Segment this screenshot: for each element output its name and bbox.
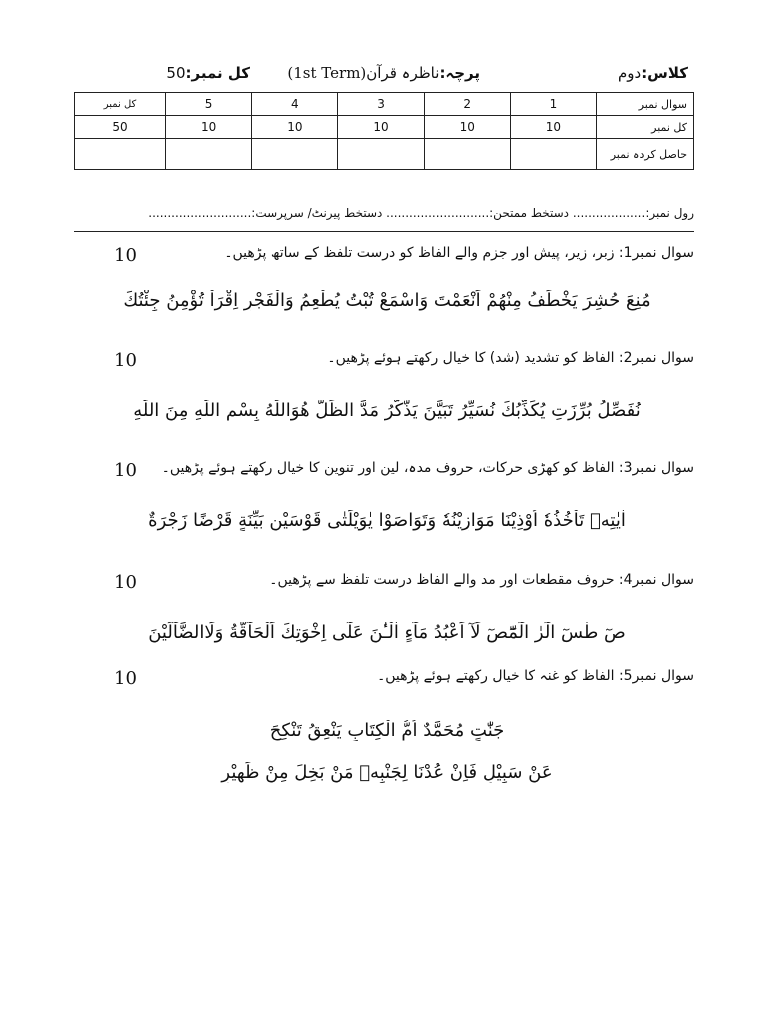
obtained-cell[interactable] [252,139,338,170]
question-number-cell: 3 [338,93,424,116]
quran-words-line: اٰيٰتِهٖ تَاْخُذُهٗ اُوْذِيْنَا مَوَازِيْنُهٗ وَتَوَاصَوْا يٰوَيْلَتٰى قَوْسَيْنِ بَيِّنَةٍ قَرْضًا زَجْرَةٌ [148,510,626,531]
question-text: سوال نمبر5: الفاظ کو غنہ کا خیال رکھتے ہوئے پڑھیں۔ [377,668,694,684]
obtained-cell[interactable] [510,139,596,170]
question-3 [74,460,694,486]
marks-cell: 10 [252,116,338,139]
class-label: کلاس: [641,64,688,82]
table-row [75,93,694,116]
class-value: دوم [617,64,642,82]
quran-words-line: نُفَصِّلُ بُرِّزَتِ يُكَذِّبُكَ نُسَيِّرُ تَبَيَّنَ يَذَّكَّرُ مَدَّ الظِّلَّ هُوَاللّٰهُ بِسْمِ اللّٰهِ مِنَ اللّٰهِ [133,400,641,421]
signature-line: رول نمبر:................... دستخط ممتحن:........................... دستخط پیرنٹ/ سرپرست:........................... [148,206,694,220]
total-marks-info [160,64,250,88]
question-number-cell: 2 [424,93,510,116]
table-row [75,116,694,139]
question-number-cell: 1 [510,93,596,116]
obtained-total-cell[interactable] [75,139,166,170]
question-text: سوال نمبر1: زبر، زیر، پیش اور جزم والے الفاظ کو درست تلفظ کے ساتھ پڑھیں۔ [224,245,694,261]
obtained-cell[interactable] [166,139,252,170]
question-2 [74,350,694,376]
paper-label: پرچہ: [439,64,480,82]
marks-table [74,92,694,170]
question-4 [74,572,694,598]
marks-cell: 10 [510,116,596,139]
question-number-cell: 5 [166,93,252,116]
question-marks: 10 [114,668,137,689]
question-text: سوال نمبر3: الفاظ کو کھڑی حرکات، حروف مدہ، لین اور تنوین کا خیال رکھتے ہوئے پڑھیں۔ [161,460,694,476]
obtained-cell[interactable] [424,139,510,170]
paper-value: ناظرہ قرآن [366,64,440,82]
quran-words-line: جَنّٰتٍ مُحَمَّدٌ اُمُّ الْكِتَابِ يَنْعِقُ تَنْكِحَ [269,720,505,741]
table-row [75,139,694,170]
question-text: سوال نمبر2: الفاظ کو تشدید (شد) کا خیال رکھتے ہوئے پڑھیں۔ [327,350,694,366]
question-1 [74,245,694,271]
quran-words-line: صٓ طٰسٓ الٓرٰ الٓمّٓصٓ لَآ اَعْبُدُ مَآءٍ اٰلْـٰٔنَ عَلٰٓى اِخْوَتِكَ اَلْحَآقَّةُ وَلَاالضَّآلِّيْنَ [148,622,626,643]
marks-cell: 10 [166,116,252,139]
obtained-cell[interactable] [338,139,424,170]
term-label: (1st Term) [287,64,367,82]
question-marks: 10 [114,460,137,481]
question-marks: 10 [114,572,137,593]
question-text: سوال نمبر4: حروف مقطعات اور مد والے الفاظ درست تلفظ سے پڑھیں۔ [269,572,694,588]
paper-info [287,64,480,88]
total-value: 50 [166,64,186,82]
marks-cell: 10 [338,116,424,139]
row-label-obtained: حاصل کردہ نمبر [597,139,694,170]
class-info [548,64,688,88]
row-label-question-no: سوال نمبر [597,93,694,116]
question-marks: 10 [114,350,137,371]
quran-words-line: مُنِعَ حُشِرَ يَخْطَفُ مِنْهُمْ اَنْعَمْتَ وَاسْمَعْ تُبْتُ يُطْعِمُ وَالْفَجْرِ اِقْرَاْ تُؤْمِنُ جِئْتُكَ [123,290,651,311]
marks-cell: 10 [424,116,510,139]
question-number-cell: 4 [252,93,338,116]
question-5 [74,668,694,694]
total-header-cell: کل نمبر [75,93,166,116]
total-marks-cell: 50 [75,116,166,139]
question-marks: 10 [114,245,137,266]
quran-words-line: عَنْ سَبِيْلِ فَاِنْ عُدْنَا لِجَنْبِهٖ مَنْ بَخِلَ مِنْ ظَهِيْرٍ [221,762,553,783]
total-label: کل نمبر: [185,64,250,82]
divider [74,231,694,232]
row-label-total: کل نمبر [597,116,694,139]
